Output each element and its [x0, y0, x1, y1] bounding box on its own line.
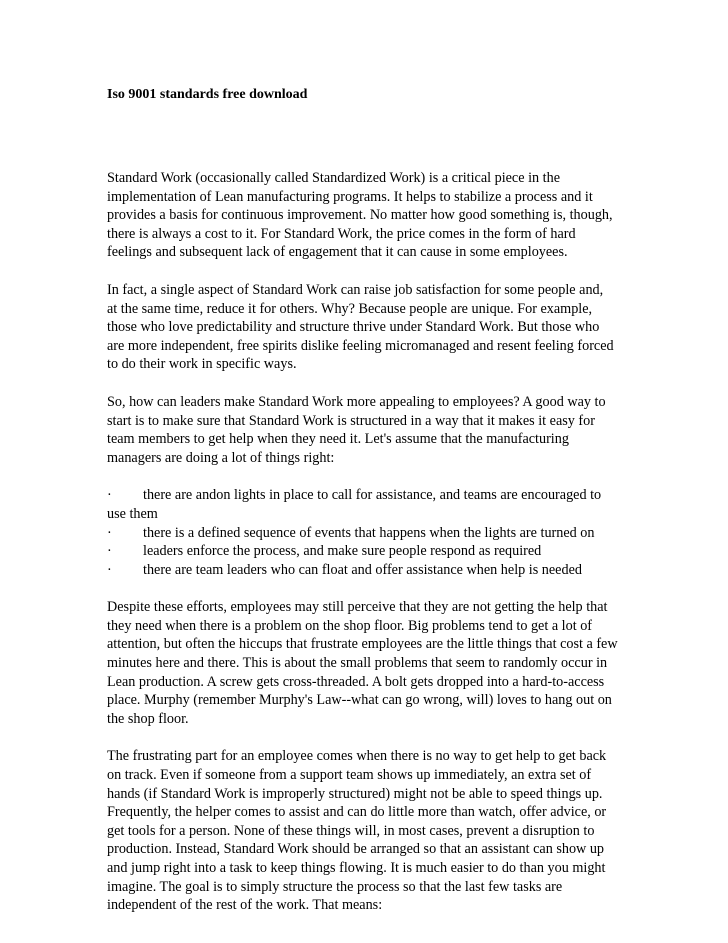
- bullet-text-continuation: use them: [107, 505, 158, 522]
- bullet-text: there are team leaders who can float and offer assistance when help is needed: [143, 561, 582, 578]
- bullet-text: there are andon lights in place to call for assistance, and teams are encouraged to: [143, 487, 602, 504]
- paragraph-5: [107, 747, 647, 914]
- bullet-item: [107, 486, 647, 523]
- text-line: team members to get help when they need it. Let's assume that the manufacturing: [107, 431, 569, 448]
- text-line: the shop floor.: [107, 710, 189, 727]
- paragraph-1: [107, 169, 647, 262]
- text-line: production. Instead, Standard Work should be arranged so that an assistant can show up: [107, 841, 605, 858]
- bullet-text: leaders enforce the process, and make sure people respond as required: [143, 543, 542, 560]
- text-line: provides a basis for continuous improvement. No matter how good something is, though,: [107, 207, 613, 224]
- text-line: The frustrating part for an employee comes when there is no way to get help to get back: [107, 748, 607, 765]
- text-line: So, how can leaders make Standard Work more appealing to employees? A good way to: [107, 393, 606, 410]
- text-line: Standard Work (occasionally called Standardized Work) is a critical piece in the: [107, 170, 560, 186]
- text-line: are more independent, free spirits dislike feeling micromanaged and resent feeling forced: [107, 337, 614, 354]
- bullet-item: [107, 524, 647, 543]
- text-line: there is always a cost to it. For Standard Work, the price comes in the form of hard: [107, 225, 576, 242]
- text-line: those who love predictability and structure thrive under Standard Work. But those who: [107, 319, 600, 336]
- text-line: minutes here and there. This is about the small problems that seem to randomly occur in: [107, 655, 608, 672]
- text-line: managers are doing a lot of things right:: [107, 449, 335, 466]
- paragraph-3: [107, 393, 647, 467]
- text-line: hands (if Standard Work is improperly structured) might not be able to speed things up.: [107, 785, 603, 802]
- document-title: Iso 9001 standards free download: [107, 87, 308, 102]
- bullet-marker: ·: [107, 543, 112, 560]
- text-line: In fact, a single aspect of Standard Work can raise job satisfaction for some people and,: [107, 281, 604, 298]
- text-line: on track. Even if someone from a support team shows up immediately, an extra set of: [107, 767, 592, 784]
- text-line: feelings and subsequent lack of engagement that it can cause in some employees.: [107, 244, 568, 261]
- paragraph-2: [107, 281, 647, 374]
- text-line: independent of the rest of the work. That means:: [107, 897, 383, 914]
- paragraph-4: [107, 598, 647, 728]
- text-line: Lean production. A screw gets cross-threaded. A bolt gets dropped into a hard-to-access: [107, 673, 605, 690]
- text-line: implementation of Lean manufacturing programs. It helps to stabilize a process and it: [107, 188, 593, 205]
- text-line: get tools for a person. None of these things will, in most cases, prevent a disruption to: [107, 822, 595, 839]
- text-line: Frequently, the helper comes to assist and can do little more than watch, offer advice, or: [107, 804, 607, 821]
- text-line: they need when there is a problem on the shop floor. Big problems tend to get a lot of: [107, 617, 593, 634]
- bullet-marker: ·: [107, 561, 112, 578]
- bullet-marker: ·: [107, 524, 112, 541]
- document-body: [107, 169, 647, 934]
- bullet-item: [107, 561, 647, 580]
- text-line: start is to make sure that Standard Work is structured in a way that it makes it easy for: [107, 412, 595, 429]
- text-line: and jump right into a task to keep things flowing. It is much easier to do than you might: [107, 860, 606, 876]
- text-line: attention, but often the hiccups that frustrate employees are the little things that cost a few: [107, 636, 618, 653]
- text-line: to do their work in specific ways.: [107, 356, 297, 373]
- text-line: at the same time, reduce it for others. Why? Because people are unique. For example,: [107, 300, 593, 317]
- text-line: place. Murphy (remember Murphy's Law--what can go wrong, will) loves to hang out on: [107, 692, 612, 709]
- bullet-list: [107, 486, 647, 579]
- bullet-item: [107, 542, 647, 561]
- text-line: Despite these efforts, employees may still perceive that they are not getting the help that: [107, 599, 608, 616]
- text-line: imagine. The goal is to simply structure the process so that the last few tasks are: [107, 878, 563, 895]
- bullet-text: there is a defined sequence of events that happens when the lights are turned on: [143, 524, 595, 541]
- bullet-marker: ·: [107, 487, 112, 504]
